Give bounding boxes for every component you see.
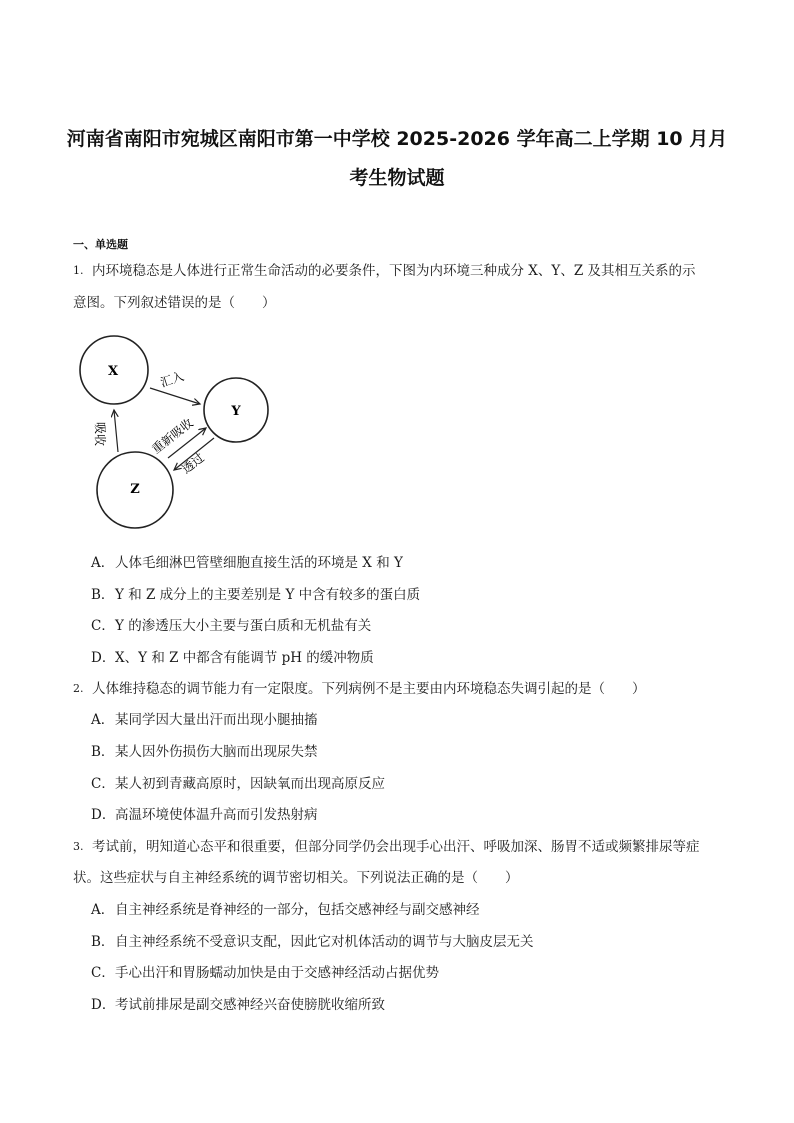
question-2-option-c: [91, 776, 385, 792]
section-heading: 一、单选题: [73, 238, 128, 251]
option-label: A．: [91, 555, 115, 571]
arrow-x-to-y: [150, 388, 200, 404]
option-text: 考试前排尿是副交感神经兴奋使膀胱收缩所致: [115, 997, 385, 1013]
option-label: A．: [91, 712, 115, 728]
option-text: 手心出汗和胃肠蠕动加快是由于交感神经活动占据优势: [115, 965, 439, 981]
node-z-label: Z: [130, 482, 140, 497]
question-1-option-a: [91, 555, 403, 571]
option-text: 高温环境使体温升高而引发热射病: [115, 807, 318, 823]
option-text: 自主神经系统是脊神经的一部分，包括交感神经与副交感神经: [115, 902, 480, 918]
exam-title-line-2: 考生物试题: [349, 167, 445, 189]
question-3-stem-line-2: 状。这些症状与自主神经系统的调节密切相关。下列说法正确的是（ ）: [73, 870, 519, 886]
question-1-stem-line-1: 内环境稳态是人体进行正常生命活动的必要条件，下图为内环境三种成分 X、Y、Z 及其相互关系的示: [92, 263, 696, 279]
edge-z-to-y-label: 重新吸收: [149, 415, 196, 457]
option-label: B．: [91, 587, 115, 603]
edge-x-to-y-label: 汇入: [158, 369, 186, 390]
option-label: D．: [91, 997, 116, 1013]
question-3-option-b: [91, 934, 534, 950]
option-label: D．: [91, 650, 116, 666]
question-2-stem: 人体维持稳态的调节能力有一定限度。下列病例不是主要由内环境稳态失调引起的是（ ）: [92, 681, 646, 697]
question-1-number: 1.: [73, 264, 84, 277]
option-text: Y 和 Z 成分上的主要差别是 Y 中含有较多的蛋白质: [115, 587, 421, 603]
question-1-option-b: [91, 587, 420, 603]
option-text: 自主神经系统不受意识支配，因此它对机体活动的调节与大脑皮层无关: [115, 934, 534, 950]
question-1-stem-line-2: 意图。下列叙述错误的是（ ）: [73, 295, 276, 311]
option-label: C．: [91, 776, 115, 792]
node-x-label: X: [107, 364, 119, 379]
option-text: 某人因外伤损伤大脑而出现尿失禁: [115, 744, 318, 760]
question-1-option-c: [91, 618, 371, 634]
exam-title-line-1: 河南省南阳市宛城区南阳市第一中学校 2025-2026 学年高二上学期 10 月月: [66, 128, 728, 150]
edge-z-to-x-label: 吸收: [93, 422, 107, 447]
node-y-label: Y: [231, 404, 241, 419]
arrow-z-to-x: [114, 410, 118, 452]
edge-y-to-z-label: 透过: [179, 450, 207, 477]
question-3-number: 3.: [73, 840, 84, 853]
option-label: B．: [91, 744, 115, 760]
option-text: X、Y 和 Z 中都含有能调节 pH 的缓冲物质: [115, 650, 374, 666]
option-text: 某人初到青藏高原时，因缺氧而出现高原反应: [115, 776, 385, 792]
inner-environment-diagram: [70, 328, 290, 550]
question-3-stem-line-1: 考试前，明知道心态平和很重要，但部分同学仍会出现手心出汗、呼吸加深、肠胃不适或频繁排尿等症: [92, 839, 700, 855]
option-text: Y 的渗透压大小主要与蛋白质和无机盐有关: [115, 618, 372, 634]
question-3-option-c: [91, 965, 439, 981]
option-label: C．: [91, 965, 115, 981]
option-label: B．: [91, 934, 115, 950]
question-2-option-b: [91, 744, 318, 760]
option-text: 人体毛细淋巴管壁细胞直接生活的环境是 X 和 Y: [115, 555, 403, 571]
option-label: A．: [91, 902, 115, 918]
question-1-option-d: [91, 650, 374, 666]
option-label: C．: [91, 618, 115, 634]
option-label: D．: [91, 807, 116, 823]
question-3-option-d: [91, 997, 385, 1013]
question-2-option-d: [91, 807, 318, 823]
question-2-option-a: [91, 712, 318, 728]
question-3-option-a: [91, 902, 480, 918]
option-text: 某同学因大量出汗而出现小腿抽搐: [115, 712, 318, 728]
question-2-number: 2.: [73, 682, 84, 695]
